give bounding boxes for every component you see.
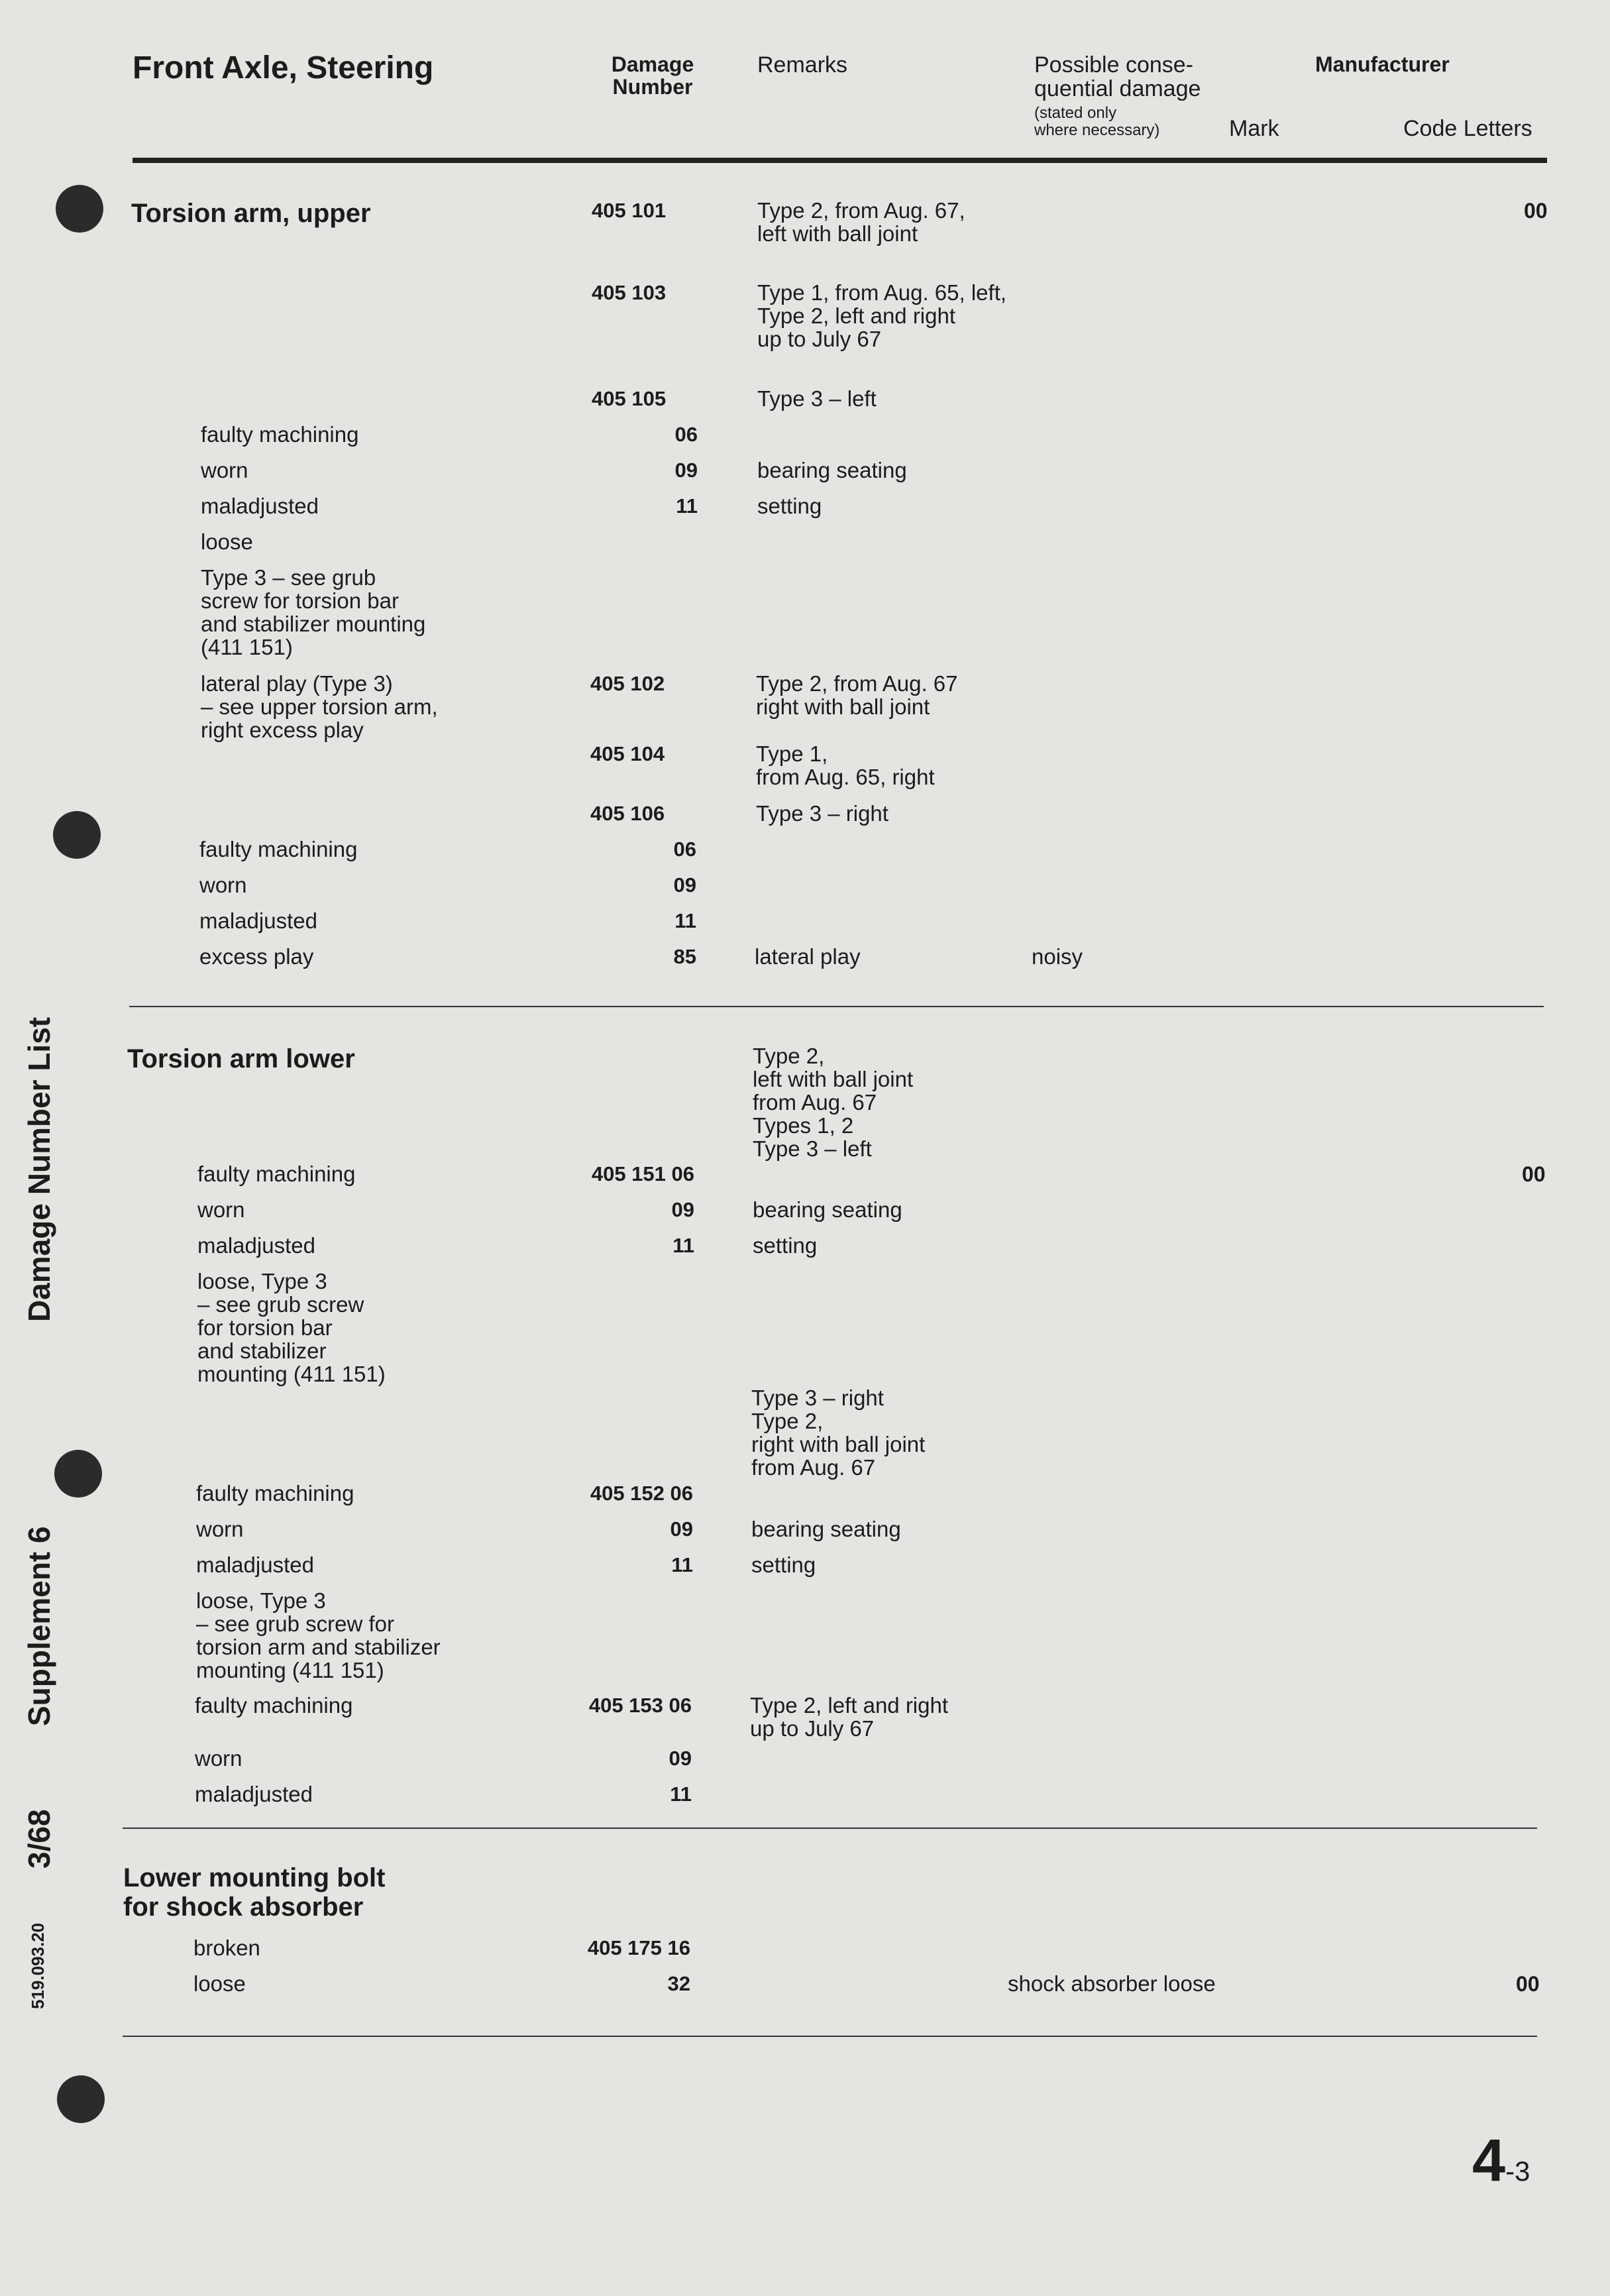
- item-loose-type3-a: loose, Type 3 – see grub screw for torsion bar and stabilizer mounting (411 151): [197, 1269, 386, 1386]
- section-divider-1: [129, 1006, 1544, 1007]
- remarks-header: Remarks: [757, 52, 848, 78]
- stated-note: (stated only where necessary): [1034, 104, 1160, 139]
- manufacturer-header: Manufacturer: [1315, 52, 1450, 76]
- damage-number-405104: 405 104: [590, 742, 665, 765]
- punch-hole-1: [56, 185, 103, 233]
- damage-number-40515106: 405 151 06: [591, 1162, 694, 1185]
- damage-code-11: 11: [670, 1782, 692, 1806]
- sidebar-list-title: Damage Number List: [22, 1016, 56, 1322]
- header-rule: [133, 158, 1547, 163]
- damage-number-405102: 405 102: [590, 672, 665, 695]
- code-bolt: 00: [1516, 1972, 1540, 1996]
- punch-hole-2: [53, 811, 101, 859]
- damage-number-header: Damage Number: [611, 52, 694, 99]
- damage-code-09: 09: [673, 873, 696, 897]
- punch-hole-3: [54, 1450, 102, 1498]
- item-worn: worn: [195, 1746, 242, 1771]
- item-maladjusted: maladjusted: [196, 1553, 314, 1577]
- item-loose: loose: [193, 1971, 246, 1996]
- consequential-damage-header: Possible conse- quential damage: [1034, 52, 1201, 101]
- damage-code-09: 09: [669, 1747, 692, 1770]
- remark-bearing-seating: bearing seating: [751, 1517, 901, 1541]
- damage-code-11: 11: [674, 909, 696, 932]
- remark-setting: setting: [751, 1553, 816, 1577]
- consequential-shock-absorber-loose: shock absorber loose: [1008, 1971, 1216, 1996]
- remark-lower-right: Type 3 – right Type 2, right with ball joint from Aug. 67: [751, 1386, 926, 1480]
- section-divider-3: [123, 2036, 1537, 2037]
- punch-hole-4: [57, 2075, 105, 2123]
- remark-405153: Type 2, left and right up to July 67: [750, 1693, 949, 1741]
- item-excess-play: excess play: [199, 944, 314, 969]
- page-title: Front Axle, Steering: [133, 50, 434, 85]
- remark-405105: Type 3 – left: [757, 386, 877, 411]
- item-faulty-machining: faulty machining: [199, 837, 358, 861]
- item-worn: worn: [197, 1197, 245, 1222]
- remark-lateral-play: lateral play: [755, 944, 861, 969]
- damage-number-40515206: 405 152 06: [590, 1482, 693, 1505]
- code-lower: 00: [1522, 1162, 1546, 1186]
- remark-405106: Type 3 – right: [756, 801, 888, 826]
- damage-code-11: 11: [676, 494, 698, 518]
- remark-405101: Type 2, from Aug. 67, left with ball joint: [757, 198, 965, 246]
- sidebar-supplement: Supplement 6: [22, 1526, 56, 1726]
- item-faulty-machining: faulty machining: [201, 422, 359, 447]
- damage-number-405103: 405 103: [592, 281, 667, 304]
- damage-code-09: 09: [670, 1517, 693, 1541]
- sidebar-doc-number: 519.093.20: [28, 1922, 48, 2009]
- item-maladjusted: maladjusted: [195, 1782, 313, 1806]
- damage-code-11: 11: [671, 1553, 693, 1576]
- mark-header: Mark: [1229, 116, 1279, 141]
- item-type3-note: Type 3 – see grub screw for torsion bar and stabilizer mounting (411 151): [201, 565, 426, 659]
- damage-code-32: 32: [667, 1972, 690, 1995]
- damage-number-405101: 405 101: [592, 199, 667, 222]
- damage-code-09: 09: [671, 1198, 694, 1221]
- damage-code-06: 06: [673, 838, 696, 861]
- damage-number-405106: 405 106: [590, 802, 665, 825]
- page-number-sub: -3: [1505, 2156, 1530, 2187]
- code-upper: 00: [1524, 199, 1548, 223]
- remark-405102: Type 2, from Aug. 67 right with ball joint: [756, 671, 958, 719]
- damage-number-405105: 405 105: [592, 387, 667, 410]
- code-letters-header: Code Letters: [1403, 116, 1532, 141]
- remark-bearing-seating: bearing seating: [757, 458, 907, 482]
- item-worn: worn: [201, 458, 248, 482]
- item-maladjusted: maladjusted: [201, 494, 319, 518]
- item-worn: worn: [196, 1517, 244, 1541]
- item-loose-type3-b: loose, Type 3 – see grub screw for torsion arm and stabilizer mounting (411 151): [196, 1588, 441, 1682]
- item-faulty-machining: faulty machining: [197, 1162, 356, 1186]
- sidebar-date: 3/68: [22, 1809, 56, 1869]
- consequential-noisy: noisy: [1032, 944, 1083, 969]
- item-broken: broken: [193, 1936, 260, 1960]
- page-number-main: 4: [1472, 2128, 1506, 2194]
- section-title-upper: Torsion arm, upper: [131, 199, 371, 228]
- damage-number-40515306: 405 153 06: [588, 1694, 692, 1717]
- damage-code-11: 11: [672, 1234, 694, 1257]
- remark-bearing-seating: bearing seating: [753, 1197, 902, 1222]
- damage-code-09: 09: [674, 459, 698, 482]
- remark-405104: Type 1, from Aug. 65, right: [756, 741, 935, 789]
- section-title-bolt: Lower mounting bolt for shock absorber: [123, 1863, 386, 1922]
- section-divider-2: [123, 1828, 1537, 1829]
- page-number: [1472, 2127, 1530, 2195]
- item-maladjusted: maladjusted: [199, 908, 317, 933]
- damage-code-85: 85: [673, 945, 696, 968]
- item-faulty-machining: faulty machining: [195, 1693, 353, 1718]
- remark-405103: Type 1, from Aug. 65, left, Type 2, left and right up to July 67: [757, 280, 1007, 351]
- section-title-lower: Torsion arm lower: [127, 1044, 355, 1073]
- item-faulty-machining: faulty machining: [196, 1481, 354, 1505]
- damage-code-06: 06: [674, 423, 698, 446]
- remark-setting: setting: [753, 1233, 818, 1258]
- item-lateral-play: lateral play (Type 3) – see upper torsion arm, right excess play: [201, 671, 438, 742]
- item-maladjusted: maladjusted: [197, 1233, 315, 1258]
- remark-setting: setting: [757, 494, 822, 518]
- item-worn: worn: [199, 873, 247, 897]
- item-loose: loose: [201, 529, 253, 554]
- damage-number-40517516: 405 175 16: [587, 1936, 690, 1959]
- remark-lower-intro: Type 2, left with ball joint from Aug. 67 Types 1, 2 Type 3 – left: [753, 1044, 914, 1161]
